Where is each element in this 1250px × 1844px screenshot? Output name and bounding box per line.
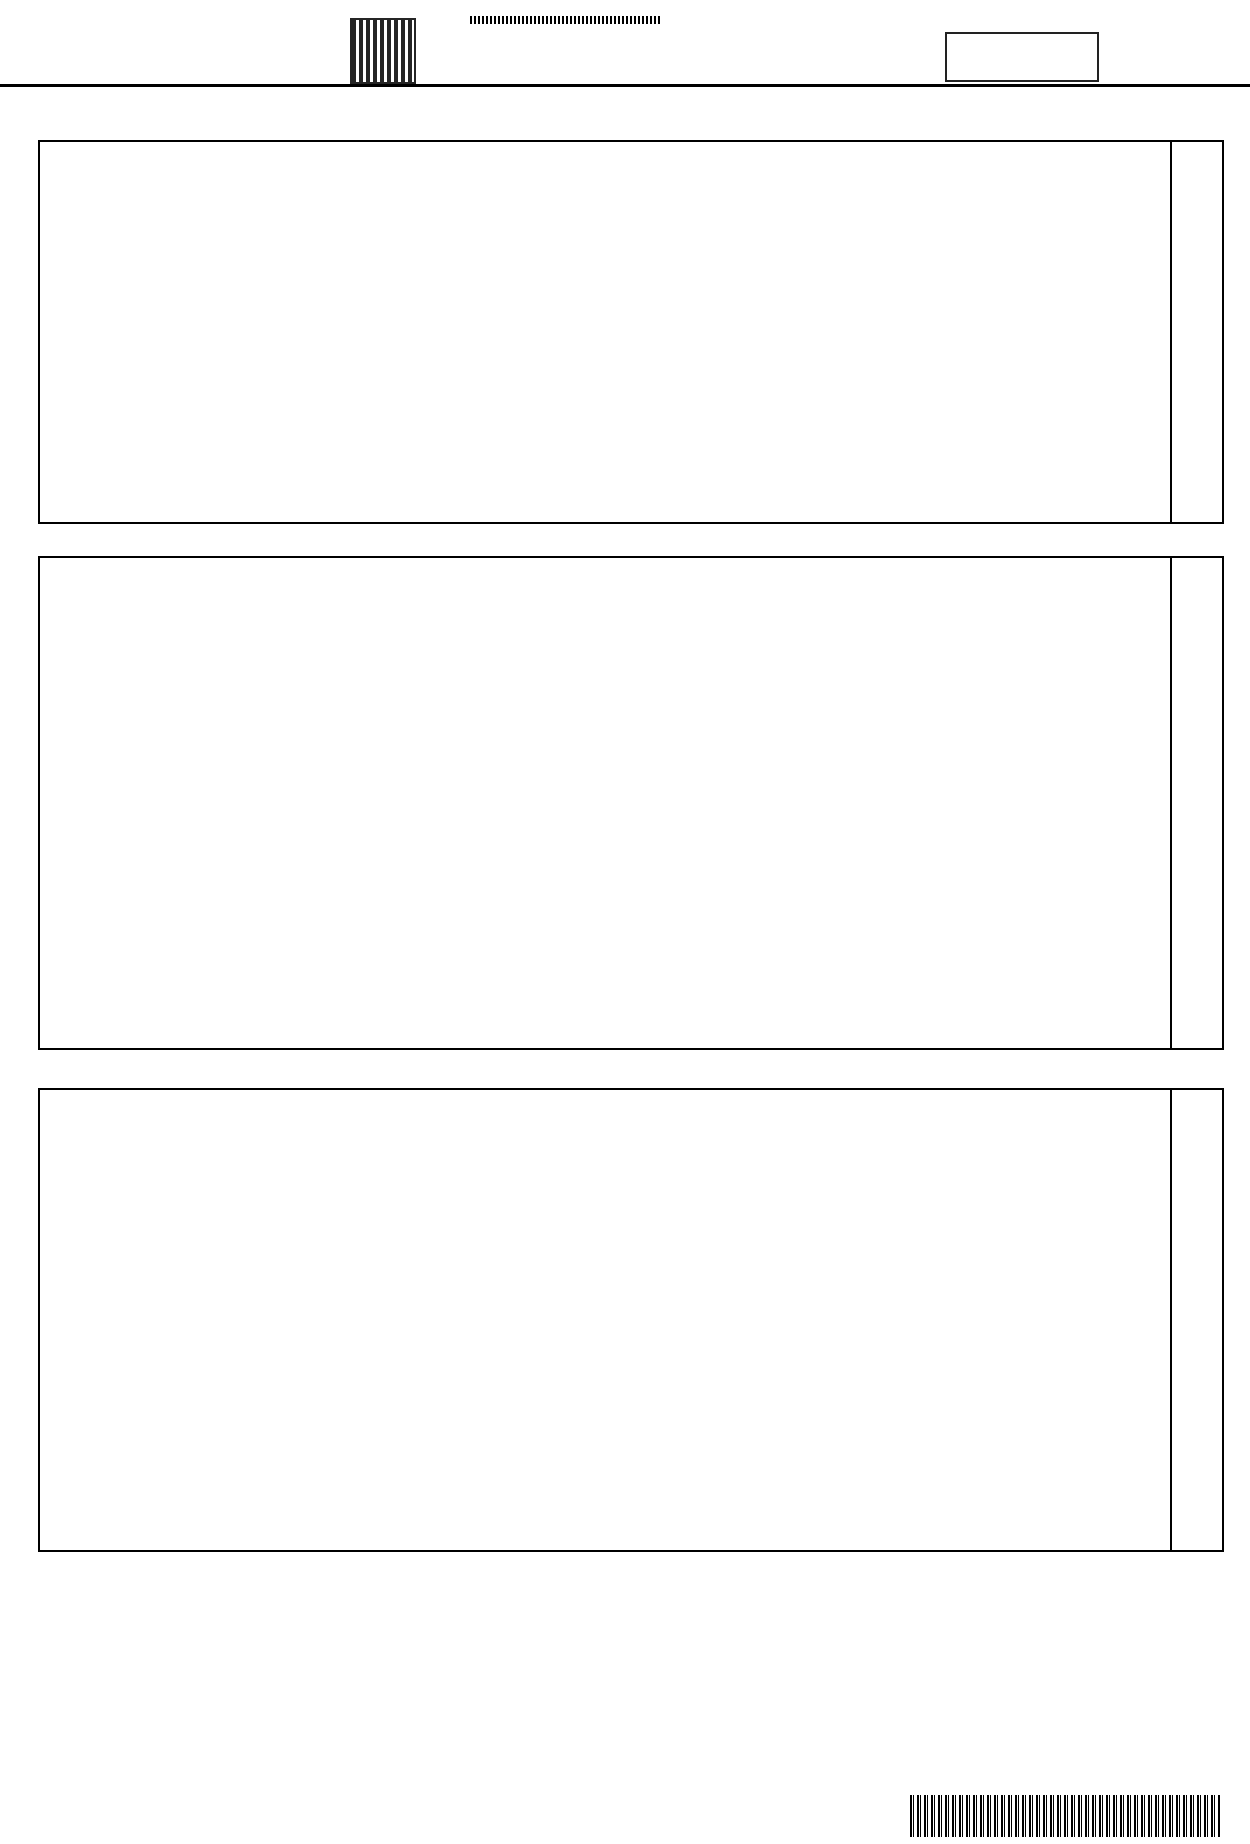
bottom-barcode-icon — [910, 1795, 1220, 1837]
header-divider — [0, 84, 1250, 87]
q4-box — [38, 1088, 1224, 1552]
paper-header — [0, 0, 1250, 92]
q4-number-column — [1170, 1090, 1222, 1550]
q3-box — [38, 556, 1224, 1050]
q2-box — [38, 140, 1224, 524]
q3-number-column — [1170, 558, 1222, 1048]
barcode-icon — [470, 16, 660, 24]
paper-code — [945, 32, 1099, 82]
q2-number-column — [1170, 142, 1222, 522]
qr-code-icon — [350, 18, 416, 84]
